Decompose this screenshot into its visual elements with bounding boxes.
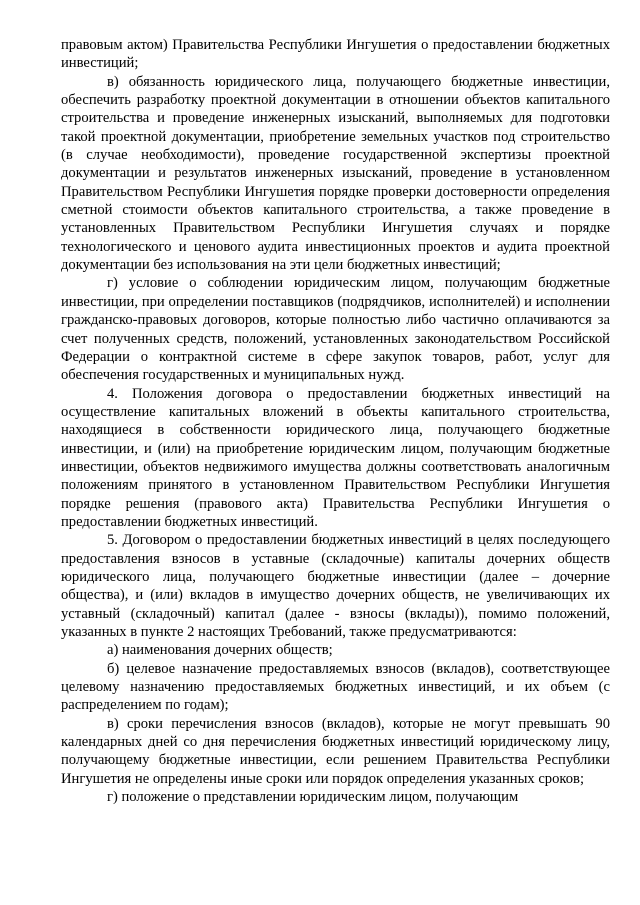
paragraph-6: а) наименования дочерних обществ; (107, 642, 333, 659)
paragraph-7: б) целевое назначение предоставляемых взносов (вкладов), соответствующее целевому назначению предоставляемых бюджетных инвестиций, и их объем (с распределением по годам); (61, 660, 610, 714)
paragraph-4: 4. Положения договора о предоставлении бюджетных инвестиций на осуществление капитальных вложений в объекты капитального строительства, находящиеся в собственности юридического лица, получающего бюджетные инвестиции, и (или) на приобретение юридическим лицом, получающим бюджетные инвестиции, объектов недвижимого имущества должны соответствовать аналогичным положениям принятого в установленном Правительством Республики Ингушетия порядке решения (правового акта) Правительства Республики Ингушетия о предоставлении бюджетных инвестиций. (61, 385, 610, 530)
paragraph-9: г) положение о представлении юридическим лицом, получающим (107, 789, 519, 806)
paragraph-3: г) условие о соблюдении юридическим лицом, получающим бюджетные инвестиции, при определении поставщиков (подрядчиков, исполнителей) и исполнении гражданско-правовых договоров, которые полностью либо частично оплачиваются за счет полученных средств, положений, установленных законодательством Российской Федерации о контрактной системе в сфере закупок товаров, работ, услуг для обеспечения государственных и муниципальных нужд. (61, 275, 610, 384)
paragraph-2: в) обязанность юридического лица, получающего бюджетные инвестиции, обеспечить разработку проектной документации в отношении объектов капитального строительства и проведение инженерных изысканий, выполняемых для подготовки такой проектной документации, приобретение земельных участков под строительство (в случае необходимости), проведение государственной экспертизы проектной документации и результатов инженерных изысканий, проведение в установленном Правительством Республики Ингушетия порядке проверки достоверности определения сметной стоимости объектов капитального строительства, а также проведение в установленных Правительством Республики Ингушетия случаях и порядке технологического и ценового аудита инвестиционных проектов и аудита проектной документации без использования на эти цели бюджетных инвестиций; (61, 73, 610, 274)
paragraph-5: 5. Договором о предоставлении бюджетных инвестиций в целях последующего предоставления взносов в уставные (складочные) капиталы дочерних обществ юридического лица, получающего бюджетные инвестиции (далее – дочерние общества), и (или) вкладов в имущество дочерних обществ, не увеличивающих их уставный (складочный) капитал (далее - взносы (вклады)), помимо положений, указанных в пункте 2 настоящих Требований, также предусматриваются: (61, 532, 610, 640)
paragraph-8: в) сроки перечисления взносов (вкладов), которые не могут превышать 90 календарных дней со дня перечисления бюджетных инвестиций юридическому лицу, получающему бюджетные инвестиции, если решением Правительства Республики Ингушетия не определены иные сроки или порядок определения указанных сроков; (61, 715, 610, 787)
paragraph-1: правовым актом) Правительства Республики Ингушетия о предоставлении бюджетных инвестиций; (61, 37, 610, 72)
